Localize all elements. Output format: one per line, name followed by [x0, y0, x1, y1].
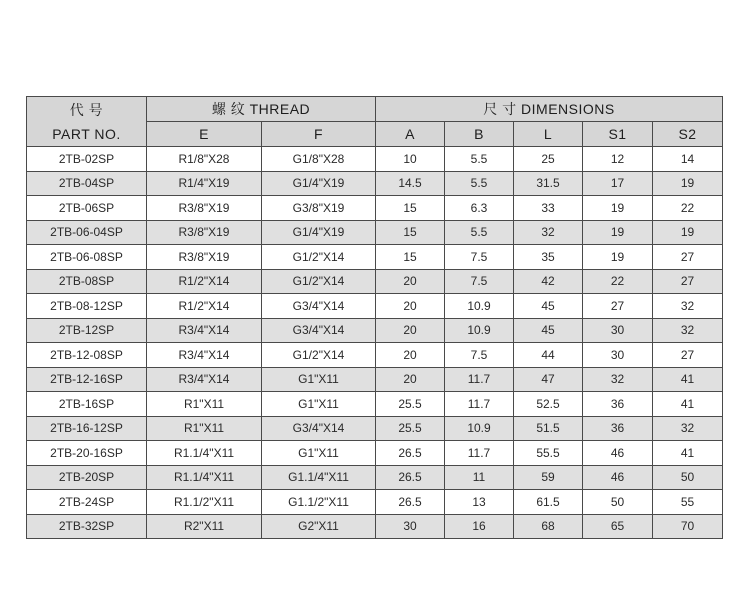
dim-a-cell: 25.5	[376, 416, 445, 441]
dim-l-cell: 45	[514, 294, 583, 319]
dim-s2-cell: 41	[653, 392, 723, 417]
dim-l-cell: 33	[514, 196, 583, 221]
dim-s2-cell: 41	[653, 367, 723, 392]
part-number-cell: 2TB-06-04SP	[27, 220, 147, 245]
table-row	[27, 392, 723, 417]
dim-a-cell: 15	[376, 196, 445, 221]
thread-group-header: 螺 纹 THREAD	[147, 97, 376, 122]
dim-b-cell: 7.5	[445, 343, 514, 368]
dim-b-cell: 7.5	[445, 269, 514, 294]
dim-a-cell: 10	[376, 147, 445, 172]
part-number-cell: 2TB-08-12SP	[27, 294, 147, 319]
thread-f-cell: G2"X11	[262, 514, 376, 539]
table-row	[27, 367, 723, 392]
dim-s1-cell: 36	[583, 392, 653, 417]
dim-s2-cell: 32	[653, 294, 723, 319]
table-row	[27, 416, 723, 441]
thread-f-cell: G3/4"X14	[262, 416, 376, 441]
dim-a-cell: 25.5	[376, 392, 445, 417]
thread-e-cell: R3/4"X14	[147, 318, 262, 343]
part-number-cell: 2TB-12-16SP	[27, 367, 147, 392]
thread-e-cell: R3/8"X19	[147, 220, 262, 245]
dim-s1-cell: 46	[583, 465, 653, 490]
thread-f-cell: G1"X11	[262, 367, 376, 392]
part-number-cell: 2TB-20-16SP	[27, 441, 147, 466]
dim-s1-cell: 65	[583, 514, 653, 539]
dim-s1-cell: 50	[583, 490, 653, 515]
dim-s1-cell: 36	[583, 416, 653, 441]
thread-f-cell: G1/2"X14	[262, 269, 376, 294]
dim-s1-cell: 32	[583, 367, 653, 392]
dim-a-cell: 15	[376, 245, 445, 270]
column-header-b: B	[445, 122, 514, 147]
part-number-header-cn: 代 号	[69, 101, 104, 118]
thread-e-cell: R1/2"X14	[147, 269, 262, 294]
dim-b-cell: 10.9	[445, 318, 514, 343]
part-number-cell: 2TB-16-12SP	[27, 416, 147, 441]
table-row	[27, 294, 723, 319]
dim-s2-cell: 19	[653, 220, 723, 245]
dim-l-cell: 47	[514, 367, 583, 392]
dim-b-cell: 13	[445, 490, 514, 515]
thread-f-cell: G3/4"X14	[262, 318, 376, 343]
part-number-cell: 2TB-32SP	[27, 514, 147, 539]
dim-s2-cell: 14	[653, 147, 723, 172]
dim-b-cell: 11.7	[445, 392, 514, 417]
dim-l-cell: 61.5	[514, 490, 583, 515]
thread-e-cell: R1.1/2"X11	[147, 490, 262, 515]
specification-table	[26, 96, 723, 539]
dim-l-cell: 51.5	[514, 416, 583, 441]
dim-l-cell: 45	[514, 318, 583, 343]
table-row	[27, 343, 723, 368]
dim-s2-cell: 55	[653, 490, 723, 515]
thread-f-cell: G1"X11	[262, 392, 376, 417]
thread-f-cell: G1.1/2"X11	[262, 490, 376, 515]
table-row	[27, 269, 723, 294]
dim-l-cell: 35	[514, 245, 583, 270]
dim-s1-cell: 22	[583, 269, 653, 294]
thread-f-cell: G1/2"X14	[262, 245, 376, 270]
thread-e-cell: R1"X11	[147, 416, 262, 441]
thread-e-cell: R1"X11	[147, 392, 262, 417]
table-row	[27, 220, 723, 245]
dim-s1-cell: 17	[583, 171, 653, 196]
dim-b-cell: 7.5	[445, 245, 514, 270]
part-number-cell: 2TB-20SP	[27, 465, 147, 490]
dim-b-cell: 11.7	[445, 367, 514, 392]
thread-e-cell: R2"X11	[147, 514, 262, 539]
part-number-cell: 2TB-04SP	[27, 171, 147, 196]
dim-s1-cell: 30	[583, 318, 653, 343]
dim-s2-cell: 27	[653, 343, 723, 368]
part-number-cell: 2TB-12SP	[27, 318, 147, 343]
dim-s1-cell: 27	[583, 294, 653, 319]
dim-s2-cell: 50	[653, 465, 723, 490]
dim-b-cell: 6.3	[445, 196, 514, 221]
part-number-cell: 2TB-12-08SP	[27, 343, 147, 368]
header-row-groups	[27, 97, 723, 122]
dim-b-cell: 11	[445, 465, 514, 490]
dim-s1-cell: 30	[583, 343, 653, 368]
table-row	[27, 441, 723, 466]
part-number-cell: 2TB-06SP	[27, 196, 147, 221]
dim-s1-cell: 19	[583, 220, 653, 245]
dim-a-cell: 26.5	[376, 441, 445, 466]
dim-s1-cell: 19	[583, 245, 653, 270]
part-number-cell: 2TB-24SP	[27, 490, 147, 515]
table-row	[27, 318, 723, 343]
dim-b-cell: 10.9	[445, 294, 514, 319]
table-row	[27, 465, 723, 490]
dim-a-cell: 26.5	[376, 490, 445, 515]
dim-s2-cell: 22	[653, 196, 723, 221]
dim-l-cell: 44	[514, 343, 583, 368]
table-header	[27, 97, 723, 147]
column-header-f: F	[262, 122, 376, 147]
dim-s2-cell: 27	[653, 245, 723, 270]
table-row	[27, 147, 723, 172]
dim-l-cell: 59	[514, 465, 583, 490]
dim-a-cell: 14.5	[376, 171, 445, 196]
thread-e-cell: R1.1/4"X11	[147, 441, 262, 466]
thread-e-cell: R3/8"X19	[147, 245, 262, 270]
dim-l-cell: 52.5	[514, 392, 583, 417]
thread-e-cell: R3/4"X14	[147, 343, 262, 368]
thread-e-cell: R3/8"X19	[147, 196, 262, 221]
dim-b-cell: 10.9	[445, 416, 514, 441]
part-number-cell: 2TB-08SP	[27, 269, 147, 294]
column-header-s1: S1	[583, 122, 653, 147]
dim-a-cell: 20	[376, 294, 445, 319]
dim-s1-cell: 46	[583, 441, 653, 466]
dim-b-cell: 5.5	[445, 147, 514, 172]
thread-f-cell: G1"X11	[262, 441, 376, 466]
dimensions-group-header: 尺 寸 DIMENSIONS	[376, 97, 723, 122]
dim-b-cell: 11.7	[445, 441, 514, 466]
thread-f-cell: G3/4"X14	[262, 294, 376, 319]
part-number-header-en: PART NO.	[52, 125, 121, 142]
dim-l-cell: 42	[514, 269, 583, 294]
table-row	[27, 196, 723, 221]
dim-b-cell: 5.5	[445, 220, 514, 245]
part-number-cell: 2TB-16SP	[27, 392, 147, 417]
thread-e-cell: R1/2"X14	[147, 294, 262, 319]
column-header-s2: S2	[653, 122, 723, 147]
part-number-header	[27, 97, 147, 147]
dim-l-cell: 31.5	[514, 171, 583, 196]
dim-a-cell: 20	[376, 269, 445, 294]
column-header-a: A	[376, 122, 445, 147]
dim-s2-cell: 27	[653, 269, 723, 294]
dim-s2-cell: 32	[653, 318, 723, 343]
table-row	[27, 490, 723, 515]
dim-a-cell: 26.5	[376, 465, 445, 490]
dim-s1-cell: 19	[583, 196, 653, 221]
column-header-l: L	[514, 122, 583, 147]
dim-s2-cell: 41	[653, 441, 723, 466]
part-number-cell: 2TB-02SP	[27, 147, 147, 172]
table-row	[27, 171, 723, 196]
dim-a-cell: 20	[376, 343, 445, 368]
dim-a-cell: 20	[376, 318, 445, 343]
part-number-cell: 2TB-06-08SP	[27, 245, 147, 270]
dim-s2-cell: 32	[653, 416, 723, 441]
thread-f-cell: G1/4"X19	[262, 220, 376, 245]
table-row	[27, 514, 723, 539]
dim-l-cell: 25	[514, 147, 583, 172]
thread-e-cell: R1/4"X19	[147, 171, 262, 196]
dim-a-cell: 30	[376, 514, 445, 539]
thread-e-cell: R3/4"X14	[147, 367, 262, 392]
table-row	[27, 245, 723, 270]
dim-s2-cell: 19	[653, 171, 723, 196]
dim-l-cell: 55.5	[514, 441, 583, 466]
dim-b-cell: 16	[445, 514, 514, 539]
column-header-e: E	[147, 122, 262, 147]
thread-f-cell: G1/8"X28	[262, 147, 376, 172]
dim-s2-cell: 70	[653, 514, 723, 539]
thread-e-cell: R1/8"X28	[147, 147, 262, 172]
table-body	[27, 147, 723, 539]
dim-l-cell: 68	[514, 514, 583, 539]
thread-f-cell: G1/2"X14	[262, 343, 376, 368]
thread-f-cell: G3/8"X19	[262, 196, 376, 221]
thread-f-cell: G1.1/4"X11	[262, 465, 376, 490]
dim-a-cell: 15	[376, 220, 445, 245]
dim-b-cell: 5.5	[445, 171, 514, 196]
thread-e-cell: R1.1/4"X11	[147, 465, 262, 490]
dim-s1-cell: 12	[583, 147, 653, 172]
dim-l-cell: 32	[514, 220, 583, 245]
dim-a-cell: 20	[376, 367, 445, 392]
thread-f-cell: G1/4"X19	[262, 171, 376, 196]
